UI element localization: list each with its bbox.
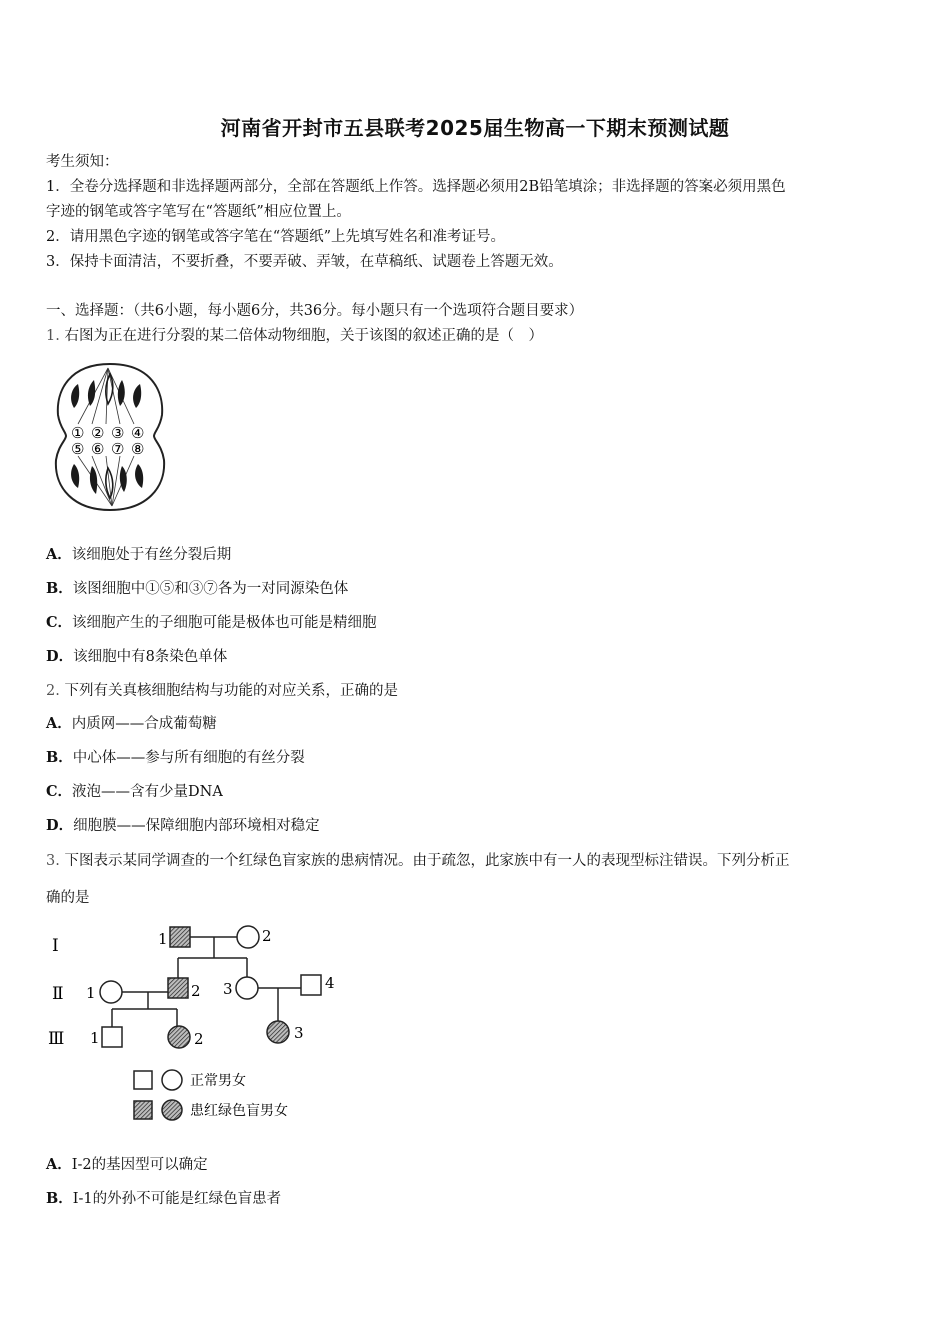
pedigree-chart: [44, 922, 344, 1127]
question-stem: 下列有关真核细胞结构与功能的对应关系，正确的是: [64, 683, 398, 699]
option-text: 液泡——含有少量DNA: [72, 784, 223, 800]
chromosome-label: ④: [131, 424, 145, 442]
legend-normal-male-icon: [134, 1071, 152, 1089]
question-2: [46, 681, 398, 701]
pedigree-id: 2: [191, 982, 201, 1000]
pedigree-normal-male-III1: [102, 1027, 122, 1047]
option-letter: B．: [46, 580, 73, 597]
option-row: [46, 1189, 281, 1209]
notice-heading: 考生须知：: [46, 154, 119, 170]
legend-affected-label: 患红绿色盲男女: [190, 1103, 288, 1119]
question-stem-continued: 确的是: [46, 890, 90, 906]
cell-division-figure: [50, 360, 172, 512]
option-letter: B．: [46, 1190, 73, 1207]
legend-normal-female-icon: [162, 1070, 182, 1090]
option-row: [46, 1155, 208, 1175]
chromosome-label: ⑥: [91, 440, 105, 458]
option-text: 该图细胞中①⑤和③⑦各为一对同源染色体: [72, 581, 349, 597]
chromosome-label: ⑦: [111, 440, 125, 458]
option-text: I-2的基因型可以确定: [71, 1157, 208, 1173]
option-text: 内质网——合成葡萄糖: [71, 716, 217, 732]
question-number: 1.: [46, 328, 60, 344]
option-letter: D．: [46, 817, 74, 834]
pedigree-id: 3: [294, 1024, 304, 1042]
option-text: 细胞膜——保障细胞内部环境相对稳定: [73, 818, 320, 834]
pedigree-id: 2: [194, 1030, 204, 1048]
question-stem: 右图为正在进行分裂的某二倍体动物细胞，关于该图的叙述正确的是（ ）: [64, 328, 543, 344]
pedigree-normal-female-II1: [100, 981, 122, 1003]
pedigree-id: 4: [325, 974, 335, 992]
pedigree-id: 2: [262, 927, 272, 945]
legend-affected-female-icon: [162, 1100, 182, 1120]
question-stem: 下图表示某同学调查的一个红绿色盲家族的患病情况。由于疏忽，此家族中有一人的表现型标注错误。下列分析正: [64, 853, 790, 869]
chromosome-label: ③: [111, 424, 125, 442]
pedigree-normal-female-I2: [237, 926, 259, 948]
option-letter: D．: [46, 648, 74, 665]
notice-item: 2．请用黑色字迹的钢笔或答字笔在“答题纸”上先填写姓名和准考证号。: [46, 229, 506, 245]
chromosomes-bottom: [71, 464, 143, 498]
pedigree-normal-male-II4: [301, 975, 321, 995]
option-letter: A．: [46, 715, 72, 732]
option-row: [46, 647, 227, 667]
pedigree-affected-female-III2: [168, 1026, 190, 1048]
pedigree-id: 1: [158, 930, 168, 948]
pedigree-id: 1: [90, 1029, 100, 1047]
pedigree-affected-male-I1: [170, 927, 190, 947]
legend-affected-male-icon: [134, 1101, 152, 1119]
pedigree-id: 1: [86, 984, 96, 1002]
question-number: 2.: [46, 683, 60, 699]
option-row: [46, 816, 320, 836]
option-row: [46, 579, 348, 599]
pedigree-affected-female-III3: [267, 1021, 289, 1043]
generation-label: Ⅲ: [48, 1029, 65, 1049]
legend-normal-label: 正常男女: [190, 1073, 246, 1089]
option-text: 该细胞中有8条染色单体: [73, 649, 228, 665]
option-letter: C．: [46, 614, 73, 631]
question-3: [46, 851, 789, 871]
generation-label: Ⅰ: [52, 936, 59, 956]
option-text: 该细胞处于有丝分裂后期: [71, 547, 232, 563]
option-row: [46, 545, 231, 565]
question-number: 3.: [46, 853, 60, 869]
option-text: 该细胞产生的子细胞可能是极体也可能是精细胞: [72, 615, 377, 631]
chromosome-label: ①: [71, 424, 85, 442]
chromosome-label: ②: [91, 424, 105, 442]
chromosome-label: ⑤: [71, 440, 85, 458]
option-letter: A．: [46, 1156, 72, 1173]
pedigree-affected-male-II2: [168, 978, 188, 998]
option-letter: B．: [46, 749, 73, 766]
option-letter: C．: [46, 783, 73, 800]
option-row: [46, 782, 223, 802]
notice-item: 1．全卷分选择题和非选择题两部分，全部在答题纸上作答。选择题必须用2B铅笔填涂；非选择题的答案必须用黑色: [46, 179, 786, 195]
pedigree-id: 3: [223, 980, 233, 998]
option-text: I-1的外孙不可能是红绿色盲患者: [72, 1191, 282, 1207]
generation-label: Ⅱ: [52, 984, 64, 1004]
page-title: 河南省开封市五县联考2025届生物高一下期末预测试题: [220, 116, 730, 140]
notice-item: 字迹的钢笔或答字笔写在“答题纸”相应位置上。: [46, 204, 351, 220]
option-row: [46, 613, 377, 633]
section-heading: 一、选择题：（共6小题，每小题6分，共36分。每小题只有一个选项符合题目要求）: [46, 303, 584, 319]
chromosomes-top: [71, 374, 141, 408]
chromosome-label: ⑧: [131, 440, 145, 458]
option-letter: A．: [46, 546, 72, 563]
option-text: 中心体——参与所有细胞的有丝分裂: [72, 750, 305, 766]
notice-item: 3．保持卡面清洁，不要折叠，不要弄破、弄皱，在草稿纸、试题卷上答题无效。: [46, 254, 563, 270]
question-1: [46, 326, 543, 346]
pedigree-normal-female-II3: [236, 977, 258, 999]
option-row: [46, 714, 217, 734]
option-row: [46, 748, 305, 768]
